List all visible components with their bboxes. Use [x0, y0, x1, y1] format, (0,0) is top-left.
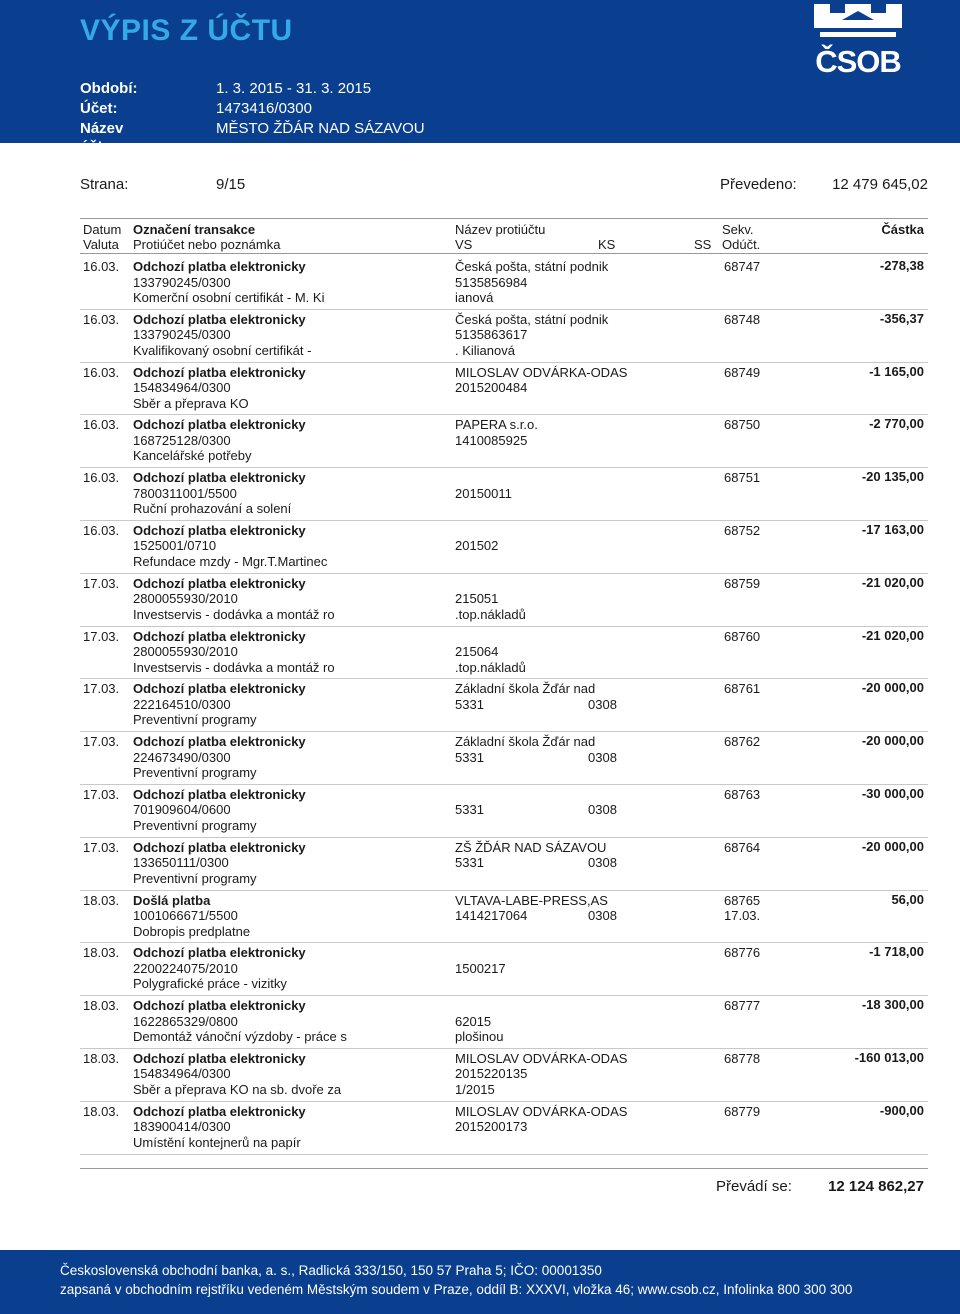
- transaction-date: 18.03.: [83, 945, 120, 961]
- table-row: [80, 257, 928, 310]
- counterparty-name: Česká pošta, státní podnik: [455, 311, 609, 327]
- transaction-type: Odchozí platba elektronicky: [133, 364, 306, 380]
- col-counter: Protiúčet nebo poznámka: [133, 237, 281, 252]
- counterparty-name: ZŠ ŽĎÁR NAD SÁZAVOU: [455, 839, 607, 855]
- table-row: [80, 785, 928, 838]
- variable-symbol: 1500217: [455, 960, 506, 976]
- transaction-type: Odchozí platba elektronicky: [133, 1103, 306, 1119]
- counterparty-name: VLTAVA-LABE-PRESS,AS: [455, 892, 608, 908]
- closing-label: Převádí se:: [716, 1178, 792, 1195]
- transaction-amount: -900,00: [879, 1102, 924, 1118]
- sequence-number: 68776: [724, 945, 761, 961]
- transaction-amount: -17 163,00: [861, 521, 924, 537]
- col-vs: VS: [455, 237, 473, 252]
- transaction-note: Umístění kontejnerů na papír: [133, 1134, 301, 1150]
- transferred-label: Převedeno:: [720, 176, 797, 193]
- sequence-number: 68778: [724, 1050, 761, 1066]
- transaction-date: 17.03.: [83, 628, 120, 644]
- variable-symbol: 20150011: [455, 485, 512, 501]
- col-ss: SS: [694, 237, 712, 252]
- period-value: 1. 3. 2015 - 31. 3. 2015: [216, 80, 372, 97]
- transaction-type: Odchozí platba elektronicky: [133, 470, 306, 486]
- transaction-note: Ruční prohazování a solení: [133, 501, 292, 517]
- col-valuta: Valuta: [83, 237, 119, 252]
- csob-logo-wordmark: ČSOB: [815, 44, 901, 79]
- table-row: [80, 732, 928, 785]
- page-label: Strana:: [80, 176, 129, 193]
- transaction-date: 17.03.: [83, 681, 120, 697]
- transaction-amount: -160 013,00: [854, 1049, 924, 1065]
- col-sekv: Sekv.: [722, 222, 754, 237]
- variable-symbol: 5135863617: [455, 327, 528, 343]
- table-row: [80, 679, 928, 732]
- counterparty-name: MILOSLAV ODVÁRKA-ODAS: [455, 364, 628, 380]
- settlement-date: 17.03.: [724, 908, 761, 924]
- transaction-note: Investservis - dodávka a montáž ro: [133, 606, 335, 622]
- counterparty-name: Základní škola Žďár nad: [455, 734, 596, 750]
- variable-symbol: 5331: [455, 802, 484, 818]
- transaction-type: Došlá platba: [133, 892, 211, 908]
- counterparty-detail: . Kilianová: [455, 342, 515, 358]
- col-type: Označení transakce: [133, 222, 256, 237]
- col-ks: KS: [598, 237, 616, 252]
- transaction-date: 18.03.: [83, 1103, 120, 1119]
- transaction-amount: -21 020,00: [861, 574, 924, 590]
- counterparty-name: MILOSLAV ODVÁRKA-ODAS: [455, 1050, 628, 1066]
- counter-account: 2200224075/2010: [133, 960, 238, 976]
- sequence-number: 68748: [724, 311, 761, 327]
- account-label: Účet:: [80, 100, 118, 117]
- counter-account: 154834964/0300: [133, 1066, 231, 1082]
- sequence-number: 68763: [724, 786, 761, 802]
- transaction-note: Preventivní programy: [133, 870, 257, 886]
- transaction-date: 16.03.: [83, 522, 120, 538]
- transaction-amount: -18 300,00: [861, 997, 924, 1013]
- table-row: [80, 943, 928, 996]
- header-band: [0, 0, 960, 155]
- counter-account: 168725128/0300: [133, 432, 231, 448]
- transaction-note: Preventivní programy: [133, 817, 257, 833]
- variable-symbol: 215064: [455, 644, 499, 660]
- counter-account: 183900414/0300: [133, 1119, 231, 1135]
- transaction-amount: -21 020,00: [861, 627, 924, 643]
- counter-account: 1622865329/0800: [133, 1013, 238, 1029]
- transaction-type: Odchozí platba elektronicky: [133, 681, 306, 697]
- sequence-number: 68747: [724, 259, 761, 274]
- variable-symbol: 1414217064: [455, 908, 528, 924]
- table-row: [80, 521, 928, 574]
- transaction-note: Investservis - dodávka a montáž ro: [133, 659, 335, 675]
- counter-account: 133650111/0300: [133, 855, 229, 871]
- constant-symbol: 0308: [588, 696, 617, 712]
- transaction-type: Odchozí platba elektronicky: [133, 998, 306, 1014]
- counterparty-detail: ianová: [455, 290, 494, 305]
- transaction-date: 17.03.: [83, 734, 120, 750]
- transaction-amount: -1 718,00: [869, 944, 924, 960]
- csob-logo: [808, 0, 908, 90]
- transaction-date: 18.03.: [83, 1050, 120, 1066]
- transaction-type: Odchozí platba elektronicky: [133, 839, 306, 855]
- table-header: [80, 218, 928, 254]
- document-title: VÝPIS Z ÚČTU: [80, 14, 293, 47]
- transaction-note: Sběr a přeprava KO: [133, 395, 249, 411]
- transaction-type: Odchozí platba elektronicky: [133, 522, 306, 538]
- transaction-date: 16.03.: [83, 364, 120, 380]
- sequence-number: 68752: [724, 522, 761, 538]
- transaction-date: 17.03.: [83, 839, 120, 855]
- col-oduct: Odúčt.: [722, 237, 761, 252]
- csob-logo-mark-icon: [808, 0, 908, 50]
- transaction-date: 18.03.: [83, 998, 120, 1014]
- table-row: [80, 627, 928, 680]
- counterparty-name: Česká pošta, státní podnik: [455, 259, 609, 274]
- sequence-number: 68760: [724, 628, 761, 644]
- sequence-number: 68777: [724, 998, 761, 1014]
- sequence-number: 68750: [724, 417, 761, 433]
- counter-account: 133790245/0300: [133, 327, 231, 343]
- transaction-note: Kvalifikovaný osobní certifikát -: [133, 342, 312, 358]
- transaction-note: Polygrafické práce - vizitky: [133, 976, 287, 992]
- table-row: [80, 574, 928, 627]
- counterparty-name: MILOSLAV ODVÁRKA-ODAS: [455, 1103, 628, 1119]
- table-row: [80, 310, 928, 363]
- transaction-amount: -356,37: [879, 310, 924, 326]
- account-name-value: MĚSTO ŽĎÁR NAD SÁZAVOU: [216, 120, 425, 137]
- constant-symbol: 0308: [588, 908, 617, 924]
- transaction-amount: -1 165,00: [869, 363, 924, 379]
- variable-symbol: 62015: [455, 1013, 492, 1029]
- transaction-date: 16.03.: [83, 311, 120, 327]
- variable-symbol: 2015220135: [455, 1066, 528, 1082]
- variable-symbol: 5331: [455, 696, 484, 712]
- constant-symbol: 0308: [588, 855, 617, 871]
- counter-account: 1001066671/5500: [133, 908, 238, 924]
- transaction-type: Odchozí platba elektronicky: [133, 1050, 306, 1066]
- transaction-type: Odchozí platba elektronicky: [133, 417, 306, 433]
- transaction-type: Odchozí platba elektronicky: [133, 575, 306, 591]
- counter-account: 154834964/0300: [133, 380, 231, 396]
- period-label: Období:: [80, 80, 138, 97]
- col-date: Datum: [83, 222, 122, 237]
- transaction-amount: -20 000,00: [861, 733, 924, 749]
- transaction-amount: -20 000,00: [861, 680, 924, 696]
- counter-account: 2800055930/2010: [133, 644, 238, 660]
- transaction-amount: -20 135,00: [861, 469, 924, 485]
- counter-account: 7800311001/5500: [133, 485, 237, 501]
- transaction-note: Demontáž vánoční výzdoby - práce s: [133, 1029, 347, 1045]
- transaction-amount: -278,38: [879, 258, 924, 273]
- transaction-amount: -2 770,00: [869, 416, 924, 432]
- transaction-date: 16.03.: [83, 470, 120, 486]
- variable-symbol: 5135856984: [455, 274, 528, 290]
- counterparty-detail: plošinou: [455, 1029, 504, 1045]
- page-number: 9/15: [216, 176, 246, 193]
- closing-value: 12 124 862,27: [828, 1178, 924, 1195]
- variable-symbol: 1410085925: [455, 432, 528, 448]
- transferred-value: 12 479 645,02: [832, 176, 928, 193]
- table-row: [80, 415, 928, 468]
- closing-balance: [80, 1168, 928, 1202]
- counterparty-detail: 1/2015: [455, 1081, 495, 1097]
- footer-registry: zapsaná v obchodním rejstříku vedeném Městským soudem v Praze, oddíl B: XXXVI, vložka 46; www.csob.cz, Infolinka 800 300 300: [60, 1282, 853, 1297]
- counterparty-detail: .top.nákladů: [455, 659, 526, 675]
- account-name-label: Název účtu:: [80, 120, 124, 155]
- counterparty-detail: .top.nákladů: [455, 606, 526, 622]
- col-name: Název protiúčtu: [455, 222, 546, 237]
- table-row: [80, 1102, 928, 1155]
- transaction-type: Odchozí platba elektronicky: [133, 945, 306, 961]
- transaction-type: Odchozí platba elektronicky: [133, 734, 306, 750]
- transaction-date: 16.03.: [83, 259, 120, 274]
- counter-account: 701909604/0600: [133, 802, 231, 818]
- counter-account: 2800055930/2010: [133, 591, 238, 607]
- sequence-number: 68759: [724, 575, 761, 591]
- table-row: [80, 363, 928, 416]
- page-summary: [80, 176, 928, 196]
- transaction-date: 18.03.: [83, 892, 120, 908]
- counterparty-name: PAPERA s.r.o.: [455, 417, 538, 433]
- sequence-number: 68761: [724, 681, 761, 697]
- transaction-date: 17.03.: [83, 786, 120, 802]
- table-row: [80, 891, 928, 944]
- transaction-type: Odchozí platba elektronicky: [133, 259, 306, 274]
- transaction-note: Preventivní programy: [133, 712, 257, 728]
- transaction-amount: 56,00: [891, 891, 924, 907]
- counter-account: 133790245/0300: [133, 274, 231, 290]
- sequence-number: 68762: [724, 734, 761, 750]
- transaction-date: 17.03.: [83, 575, 120, 591]
- transaction-note: Sběr a přeprava KO na sb. dvoře za: [133, 1081, 342, 1097]
- transaction-amount: -30 000,00: [861, 785, 924, 801]
- table-row: [80, 468, 928, 521]
- transaction-date: 16.03.: [83, 417, 120, 433]
- variable-symbol: 2015200484: [455, 380, 528, 396]
- transaction-amount: -20 000,00: [861, 838, 924, 854]
- transaction-note: Dobropis predplatne: [133, 923, 251, 939]
- transaction-type: Odchozí platba elektronicky: [133, 786, 306, 802]
- constant-symbol: 0308: [588, 802, 617, 818]
- sequence-number: 68764: [724, 839, 761, 855]
- sequence-number: 68749: [724, 364, 761, 380]
- constant-symbol: 0308: [588, 749, 617, 765]
- transaction-note: Refundace mzdy - Mgr.T.Martinec: [133, 553, 328, 569]
- transaction-note: Kancelářské potřeby: [133, 448, 252, 464]
- counterparty-name: Základní škola Žďár nad: [455, 681, 596, 697]
- transaction-list: [80, 257, 928, 1155]
- transaction-type: Odchozí platba elektronicky: [133, 628, 306, 644]
- variable-symbol: 201502: [455, 538, 499, 554]
- sequence-number: 68751: [724, 470, 761, 486]
- sequence-number: 68779: [724, 1103, 761, 1119]
- variable-symbol: 5331: [455, 749, 484, 765]
- table-row: [80, 838, 928, 891]
- variable-symbol: 215051: [455, 591, 499, 607]
- table-row: [80, 1049, 928, 1102]
- transaction-type: Odchozí platba elektronicky: [133, 311, 306, 327]
- variable-symbol: 2015200173: [455, 1119, 528, 1135]
- counter-account: 1525001/0710: [133, 538, 217, 554]
- account-value: 1473416/0300: [216, 100, 312, 117]
- footer-address: Československá obchodní banka, a. s., Radlická 333/150, 150 57 Praha 5; IČO: 00001350: [60, 1263, 602, 1278]
- variable-symbol: 5331: [455, 855, 484, 871]
- col-amount: Částka: [881, 222, 924, 237]
- transaction-note: Preventivní programy: [133, 765, 257, 781]
- table-row: [80, 996, 928, 1049]
- sequence-number: 68765: [724, 892, 761, 908]
- footer-band: [0, 1250, 960, 1314]
- counter-account: 222164510/0300: [133, 696, 231, 712]
- transaction-note: Komerční osobní certifikát - M. Ki: [133, 290, 325, 305]
- counter-account: 224673490/0300: [133, 749, 231, 765]
